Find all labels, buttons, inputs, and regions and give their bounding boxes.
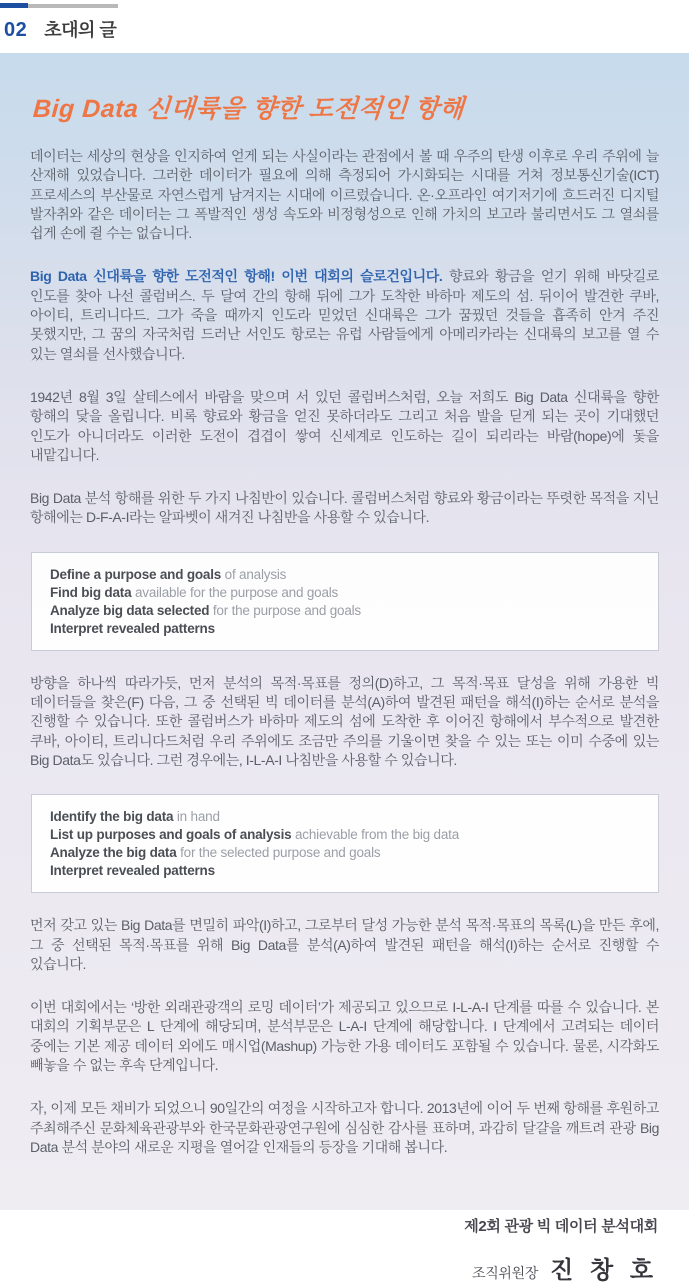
- dfai-find-bold: Find big data: [50, 584, 132, 600]
- paragraph-columbus: 1942년 8월 3일 살테스에서 바람을 맞으며 서 있던 콜럼버스처럼, 오늘 저희도 Big Data 신대륙을 향한 항해의 닻을 올립니다. 비록 향료와 황금을 얻진 못하더라도 그리고 처음 발을 딛게 되는 곳이 기대했던 인도가 아니더라도 이러한 도전이 겹겹이 쌓여 신세계로 인도하는 길이 되리라는 바람(hope)에 돛을 내맡깁니다.: [30, 388, 659, 463]
- signature-role: 조직위원장: [471, 1265, 539, 1282]
- dfai-define-bold: Define a purpose and goals: [50, 566, 222, 582]
- header-row: [0, 8, 689, 42]
- signature-event-name: 제2회 관광 빅 데이터 분석대회: [464, 1218, 658, 1236]
- dfai-find-rest: available for the purpose and goals: [131, 584, 339, 600]
- dfai-analyze-bold: Analyze big data selected: [50, 602, 210, 618]
- signature-block: [30, 1215, 659, 1285]
- ilai-identify-bold: Identify the big data: [50, 809, 174, 825]
- paragraph-intro: 데이터는 세상의 현상을 인지하여 얻게 되는 사실이라는 관점에서 볼 때 우주의 탄생 이후로 우리 주위에 늘 산재해 있었습니다. 그러한 데이터가 필요에 의해 측정되어 가시화되는 시대를 거쳐 정보통신기술(ICT) 프로세스의 부산물로 자연스럽게 남겨지는 시대에 이르렀습니다. 온·오프라인 여기저기에 흐드러진 디지털 발자취와 같은 데이터는 그 폭발적인 생성 속도와 비정형성으로 인해 가치의 보고라 불리면서도 그 열쇠를 쉽게 손에 쥘 수는 없습니다.: [30, 148, 659, 242]
- dfai-interpret-bold: Interpret revealed patterns: [50, 620, 215, 636]
- slogan-highlight: Big Data 신대륙을 향한 도전적인 항해! 이번 대회의 슬로건입니다.: [30, 268, 443, 285]
- dfai-item-find: [50, 584, 640, 602]
- dfai-analyze-rest: for the purpose and goals: [209, 602, 361, 618]
- ilai-list-rest: achievable from the big data: [291, 827, 460, 843]
- header-rule-gray-segment: [28, 4, 118, 8]
- dfai-define-rest: of analysis: [221, 566, 287, 582]
- paragraph-closing: 자, 이제 모든 채비가 되었으니 90일간의 여정을 시작하고자 합니다. 2013년에 이어 두 번째 항해를 후원하고 주최해주신 문화체육관광부와 한국문화관광연구원에 심심한 감사를 표하며, 과감히 달걀을 깨트려 관광 Big Data 분석 분야의 새로운 지평을 열어갈 인재들의 등장을 기대해 봅니다.: [30, 1100, 659, 1155]
- paragraph-ilai-explained: 먼저 갖고 있는 Big Data를 면밀히 파악(I)하고, 그로부터 달성 가능한 분석 목적·목표의 목록(L)을 만든 후에, 그 중 선택된 목적·목표를 위해 Big Data를 분석(A)하여 발견된 패턴을 해석(I)하는 순서로 진행할 수 있습니다.: [30, 917, 659, 972]
- header-rule-blue-segment: [0, 3, 28, 8]
- paragraph-dfai-explained: 방향을 하나씩 따라가듯, 먼저 분석의 목적·목표를 정의(D)하고, 그 목적·목표 달성을 위해 가용한 빅 데이터들을 찾은(F) 다음, 그 중 선택된 빅 데이터를 분석(A)하여 발견된 패턴을 해석(I)하는 순서로 분석을 진행할 수 있습니다. 또한 콜럼버스가 바하마 제도의 섬에 도착한 후 이어진 항해에서 부수적으로 발견한 쿠바, 아이티, 트리니다드처럼 우리 주위에도 조금만 주의를 기울이면 찾을 수 있는 또는 이미 수중에 있는 Big Data도 있습니다. 그런 경우에는, I-L-A-I 나침반을 사용할 수 있습니다.: [30, 674, 659, 768]
- ilai-interpret-bold: Interpret revealed patterns: [50, 863, 215, 879]
- ilai-list-bold: List up purposes and goals of analysis: [50, 827, 292, 843]
- ilai-analyze-bold: Analyze the big data: [50, 845, 177, 861]
- page-title: Big Data 신대륙을 향한 도전적인 항해: [32, 95, 466, 123]
- signature-name: 진 창 호: [550, 1257, 658, 1285]
- paragraph-two-compasses: Big Data 분석 항해를 위한 두 가지 나침반이 있습니다. 콜럼버스처럼 향료와 황금이라는 뚜렷한 목적을 지닌 항해에는 D-F-A-I라는 알파벳이 새겨진 나침반을 사용할 수 있습니다.: [30, 490, 659, 526]
- ilai-item-interpret: [50, 862, 640, 880]
- section-number: 02: [4, 19, 28, 41]
- ilai-analyze-rest: for the selected purpose and goals: [176, 845, 381, 861]
- ilai-item-analyze: [50, 844, 640, 862]
- dfai-item-analyze: [50, 602, 640, 620]
- ilai-item-list: [50, 826, 640, 844]
- section-title: 초대의 글: [44, 20, 117, 40]
- page-header: [0, 0, 689, 42]
- dfai-item-define: [50, 566, 640, 584]
- ilai-compass-box: [31, 794, 659, 893]
- dfai-compass-box: [31, 552, 659, 651]
- content-panel: [0, 53, 689, 1285]
- ilai-item-identify: [50, 808, 640, 826]
- paragraph-contest-data: 이번 대회에서는 ‘방한 외래관광객의 로밍 데이터’가 제공되고 있으므로 I-L-A-I 단계를 따를 수 있습니다. 본 대회의 기획부문은 L 단계에 해당되며, 분석부문은 L-A-I 단계에 해당합니다. I 단계에서 고려되는 데이터 중에는 기본 제공 데이터 외에도 매시업(Mashup) 가능한 가용 데이터도 포함될 수 있습니다. 물론, 시각화도 빼놓을 수 없는 후속 단계입니다.: [30, 999, 659, 1074]
- signature-row: [30, 1250, 658, 1285]
- dfai-item-interpret: [50, 620, 640, 638]
- ilai-identify-rest: in hand: [173, 809, 220, 825]
- slogan-rest: 향료와 황금을 얻기 위해 바닷길로 인도를 찾아 나선 콜럼버스. 두 달여 간의 항해 뒤에 그가 도착한 바하마 제도의 섬. 뒤이어 발견한 쿠바, 아이티, 트리니다드. 그가 죽을 때까지 인도라 믿었던 신대륙은 그가 꿈꿨던 것들을 흡족히 안겨 주진 못했지만, 그 꿈의 자국처럼 드러난 서인도 항로는 유럽 사람들에게 아메리카라는 신대륙의 보고를 열 수 있는 열쇠를 선사했습니다.: [30, 268, 659, 362]
- paragraph-slogan: [30, 267, 659, 363]
